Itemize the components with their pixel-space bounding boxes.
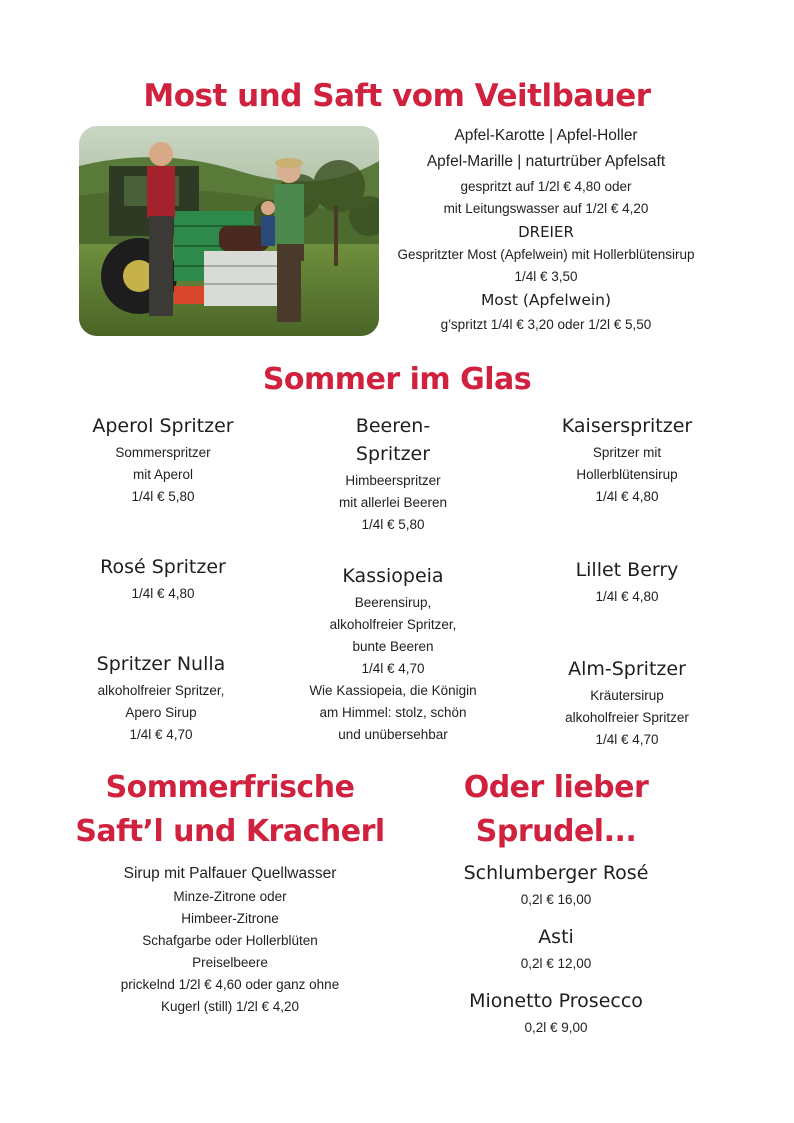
item-line: alkoholfreier Spritzer,	[97, 683, 225, 698]
item-name: Alm-Spritzer	[568, 658, 686, 680]
item-line: am Himmel: stolz, schön	[319, 705, 467, 720]
item-line: Wie Kassiopeia, die Königin	[309, 683, 477, 698]
item-line: Apero Sirup	[125, 705, 197, 720]
item-line: alkoholfreier Spritzer	[565, 710, 689, 725]
item-name-2: Spritzer	[355, 443, 431, 465]
item-name: Aperol Spritzer	[92, 415, 234, 437]
saft-line: Preiselbeere	[192, 955, 268, 970]
item-line: Kräutersirup	[590, 688, 664, 703]
menu-item-lillet-berry	[522, 556, 732, 608]
menu-item-kaiserspritzer	[522, 412, 732, 508]
item-line: Beerensirup,	[354, 595, 432, 610]
section-title-sprudel-line-2: Sprudel...	[475, 814, 637, 849]
section-title-saft-line-2: Saft’l und Kracherl	[75, 814, 385, 849]
item-name: Mionetto Prosecco	[469, 990, 643, 1012]
item-name: Kassiopeia	[342, 565, 444, 587]
most-line-2: Apfel-Marille | naturtrüber Apfelsaft	[426, 153, 666, 170]
item-line: Spritzer mit	[592, 445, 662, 460]
menu-item-beeren-spritzer	[288, 412, 498, 536]
saft-price: prickelnd 1/2l € 4,60 oder ganz ohne	[120, 977, 340, 992]
most-block	[378, 124, 714, 336]
apfelwein-price: g’spritzt 1/4l € 3,20 oder 1/2l € 5,50	[440, 317, 652, 332]
item-name: Rosé Spritzer	[100, 556, 226, 578]
menu-item-schlumberger	[440, 859, 672, 911]
apple-harvest-photo	[79, 126, 379, 336]
item-price: 1/4l € 4,70	[129, 727, 193, 742]
apfelwein-name: Most (Apfelwein)	[480, 291, 612, 309]
item-price: 0,2l € 12,00	[520, 956, 592, 971]
item-name: Kaiserspritzer	[561, 415, 693, 437]
item-line: und unübersehbar	[338, 727, 448, 742]
menu-item-spritzer-nulla	[56, 650, 266, 746]
item-name: Asti	[538, 926, 574, 948]
saft-line: Schafgarbe oder Hollerblüten	[142, 933, 318, 948]
item-line: alkoholfreier Spritzer,	[329, 617, 457, 632]
dreier-name: DREIER	[518, 223, 574, 241]
saft-line: Minze-Zitrone oder	[173, 889, 287, 904]
section-title-saft-line-1: Sommerfrische	[105, 770, 355, 805]
item-price: 1/4l € 4,80	[131, 586, 195, 601]
item-line: Sommerspritzer	[115, 445, 211, 460]
most-line-4: mit Leitungswasser auf 1/2l € 4,20	[443, 201, 649, 216]
menu-item-alm-spritzer	[522, 655, 732, 751]
menu-item-asti	[440, 923, 672, 975]
section-title-saft	[60, 766, 400, 854]
most-line-1: Apfel-Karotte | Apfel-Holler	[454, 127, 638, 144]
menu-item-kassiopeia	[278, 562, 508, 746]
item-price: 1/4l € 4,80	[595, 489, 659, 504]
saft-price: Kugerl (still) 1/2l € 4,20	[160, 999, 300, 1014]
item-price: 0,2l € 16,00	[520, 892, 592, 907]
section-title-sprudel-line-1: Oder lieber	[463, 770, 649, 805]
menu-item-mionetto	[440, 987, 672, 1039]
section-title-sprudel	[418, 766, 694, 854]
item-line: mit Aperol	[132, 467, 194, 482]
item-price: 1/4l € 4,70	[361, 661, 425, 676]
item-name: Beeren-	[355, 415, 431, 437]
most-line-3: gespritzt auf 1/2l € 4,80 oder	[460, 179, 632, 194]
menu-item-aperol	[58, 412, 268, 508]
saft-block	[60, 862, 400, 1018]
item-name: Lillet Berry	[575, 559, 679, 581]
dreier-price: 1/4l € 3,50	[514, 269, 578, 284]
item-line: mit allerlei Beeren	[338, 495, 448, 510]
item-price: 1/4l € 4,80	[595, 589, 659, 604]
item-price: 1/4l € 4,70	[595, 732, 659, 747]
item-name: Spritzer Nulla	[96, 653, 226, 675]
item-price: 0,2l € 9,00	[524, 1020, 588, 1035]
item-price: 1/4l € 5,80	[361, 517, 425, 532]
saft-head: Sirup mit Palfauer Quellwasser	[123, 865, 337, 882]
item-name: Schlumberger Rosé	[463, 862, 649, 884]
item-line: Himbeerspritzer	[345, 473, 441, 488]
item-price: 1/4l € 5,80	[131, 489, 195, 504]
menu-item-rose-spritzer	[58, 553, 268, 605]
item-line: Hollerblütensirup	[576, 467, 678, 482]
section-title-sommer: Sommer im Glas	[262, 362, 532, 397]
saft-line: Himbeer-Zitrone	[181, 911, 279, 926]
item-line: bunte Beeren	[352, 639, 434, 654]
dreier-desc: Gespritzter Most (Apfelwein) mit Hollerblütensirup	[397, 247, 695, 262]
photo-illustration	[79, 126, 379, 336]
page-title: Most und Saft vom Veitlbauer	[143, 78, 651, 114]
